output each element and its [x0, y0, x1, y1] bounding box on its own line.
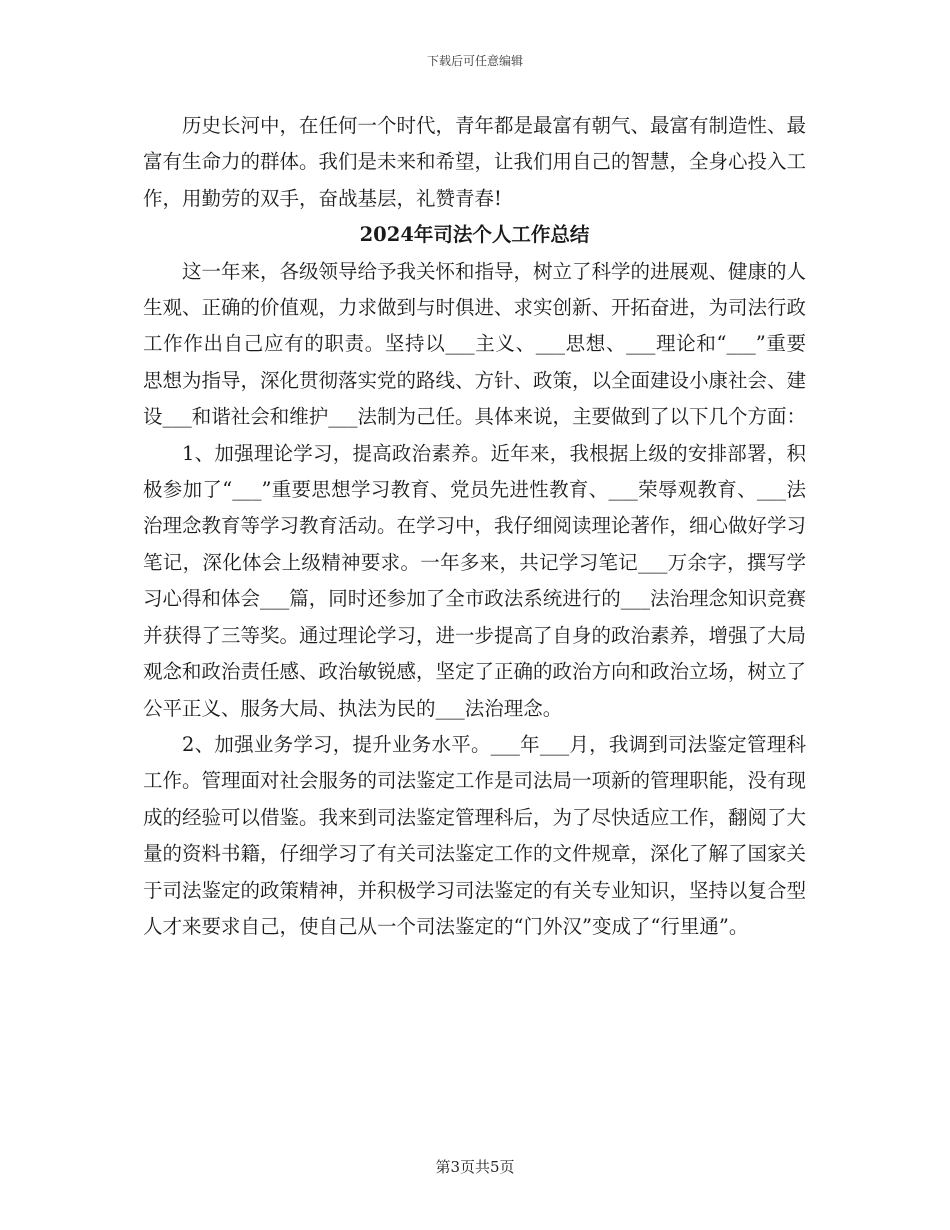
- body-paragraph-2: 1、加强理论学习，提高政治素养。近年来，我根据上级的安排部署，积极参加了“___”重要思想学习教育、党员先进性教育、___荣辱观教育、___法治理念教育等学习教育活动。在学习中，我仔细阅读理论著作，细心做好学习笔记，深化体会上级精神要求。一年多来，共记学习笔记___万余字，撰写学习心得和体会___篇，同时还参加了全市政法系统进行的___法治理念知识竞赛并获得了三等奖。通过理论学习，进一步提高了自身的政治素养，增强了大局观念和政治责任感、政治敏锐感，坚定了正确的政治方向和政治立场，树立了公平正义、服务大局、执法为民的___法治理念。: [143, 441, 807, 720]
- body-paragraph-3: 2、加强业务学习，提升业务水平。___年___月，我调到司法鉴定管理科工作。管理面对社会服务的司法鉴定工作是司法局一项新的管理职能，没有现成的经验可以借鉴。我来到司法鉴定管理科后，为了尽快适应工作，翻阅了大量的资料书籍，仔细学习了有关司法鉴定工作的文件规章，深化了解了国家关于司法鉴定的政策精神，并积极学习司法鉴定的有关专业知识，坚持以复合型人才来要求自己，使自己从一个司法鉴定的“门外汉”变成了“行里通”。: [143, 732, 807, 938]
- document-body: [143, 108, 806, 945]
- body-paragraph-1: 这一年来，各级领导给予我关怀和指导，树立了科学的进展观、健康的人生观、正确的价值观，力求做到与时俱进、求实创新、开拓奋进，为司法行政工作作出自己应有的职责。坚持以___主义、___思想、___理论和“___”重要思想为指导，深化贯彻落实党的路线、方针、政策，以全面建设小康社会、建设___和谐社会和维护___法制为己任。具体来说，主要做到了以下几个方面：: [143, 259, 807, 429]
- document-title: 2024年司法个人工作总结: [359, 223, 590, 247]
- page-footer: 第3页共5页: [435, 1158, 515, 1176]
- page-header: 下载后可任意编辑: [426, 54, 523, 68]
- intro-paragraph: 历史长河中，在任何一个时代，青年都是最富有朝气、最富有制造性、最富有生命力的群体。我们是未来和希望，让我们用自己的智慧，全身心投入工作，用勤劳的双手，奋战基层，礼赞青春!: [143, 114, 807, 210]
